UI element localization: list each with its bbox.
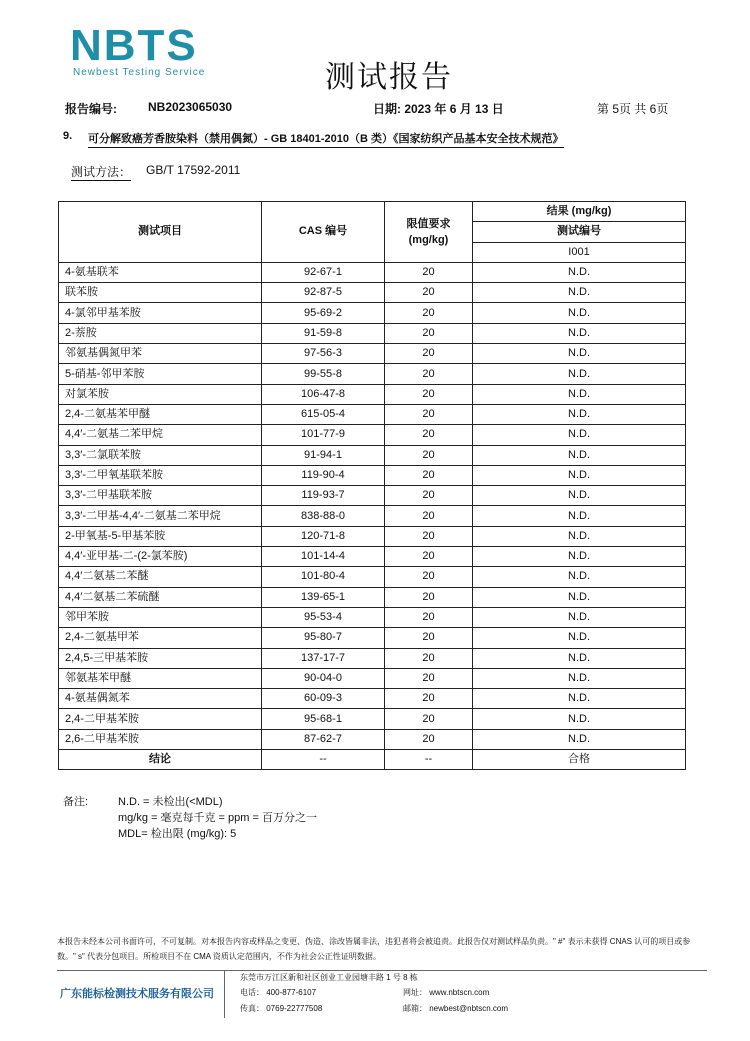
cell-result: N.D. bbox=[473, 547, 686, 567]
cell-result: N.D. bbox=[473, 364, 686, 384]
cell-cas: 101-80-4 bbox=[262, 567, 385, 587]
cell-limit: 20 bbox=[385, 689, 473, 709]
cell-cas: 95-68-1 bbox=[262, 709, 385, 729]
test-method-value: GB/T 17592-2011 bbox=[146, 163, 241, 177]
cell-result: N.D. bbox=[473, 323, 686, 343]
cell-limit: 20 bbox=[385, 344, 473, 364]
cell-test-item: 邻甲苯胺 bbox=[59, 607, 262, 627]
header-test-item: 测试项目 bbox=[59, 202, 262, 263]
company-website: 网址： www.nbtscn.com bbox=[403, 988, 490, 997]
table-row bbox=[59, 384, 686, 404]
cell-limit: 20 bbox=[385, 364, 473, 384]
cell-limit: 20 bbox=[385, 506, 473, 526]
company-email: 邮箱： newbest@nbtscn.com bbox=[403, 1004, 509, 1013]
cell-test-item: 4-氨基联苯 bbox=[59, 262, 262, 282]
notes-label: 备注: bbox=[63, 796, 89, 808]
cell-limit: 20 bbox=[385, 323, 473, 343]
cell-test-item: 2-萘胺 bbox=[59, 323, 262, 343]
table-row bbox=[59, 262, 686, 282]
cell-result: N.D. bbox=[473, 648, 686, 668]
table-row bbox=[59, 303, 686, 323]
cell-cas: 92-87-5 bbox=[262, 283, 385, 303]
cell-cas: 60-09-3 bbox=[262, 689, 385, 709]
cell-cas: 91-94-1 bbox=[262, 445, 385, 465]
cell-result: N.D. bbox=[473, 283, 686, 303]
cell-test-item: 2,4-二甲基苯胺 bbox=[59, 709, 262, 729]
table-row bbox=[59, 709, 686, 729]
header-result: 结果 (mg/kg) bbox=[473, 202, 686, 222]
cell-test-item: 4,4′-亚甲基-二-(2-氯苯胺) bbox=[59, 547, 262, 567]
cell-test-item: 4,4′-二氨基二苯甲烷 bbox=[59, 425, 262, 445]
cell-limit: 20 bbox=[385, 283, 473, 303]
cell-test-item: 2,4-二氨基苯甲醚 bbox=[59, 404, 262, 424]
cell-test-item: 对氯苯胺 bbox=[59, 384, 262, 404]
table-row bbox=[59, 364, 686, 384]
footer-divider bbox=[57, 970, 707, 971]
table-row bbox=[59, 689, 686, 709]
page-title: 测试报告 bbox=[325, 60, 453, 95]
cell-limit: 20 bbox=[385, 648, 473, 668]
conclusion-result: 合格 bbox=[473, 750, 686, 770]
cell-cas: 95-53-4 bbox=[262, 607, 385, 627]
table-row bbox=[59, 465, 686, 485]
cell-limit: 20 bbox=[385, 668, 473, 688]
cell-result: N.D. bbox=[473, 445, 686, 465]
table-row bbox=[59, 587, 686, 607]
cell-result: N.D. bbox=[473, 587, 686, 607]
cell-test-item: 4-氨基偶氮苯 bbox=[59, 689, 262, 709]
cell-result: N.D. bbox=[473, 709, 686, 729]
table-row bbox=[59, 607, 686, 627]
cell-cas: 95-69-2 bbox=[262, 303, 385, 323]
cell-limit: 20 bbox=[385, 547, 473, 567]
cell-result: N.D. bbox=[473, 689, 686, 709]
cell-result: N.D. bbox=[473, 425, 686, 445]
cell-result: N.D. bbox=[473, 262, 686, 282]
results-table bbox=[58, 201, 686, 770]
table-row bbox=[59, 729, 686, 749]
cell-limit: 20 bbox=[385, 628, 473, 648]
company-address: 东莞市万江区新和社区创业工业园塘丰路 1 号 8 栋 bbox=[240, 973, 418, 982]
conclusion-cell: -- bbox=[385, 750, 473, 770]
section-number: 9. bbox=[63, 130, 73, 142]
cell-limit: 20 bbox=[385, 729, 473, 749]
table-row bbox=[59, 323, 686, 343]
company-logo: NBTS bbox=[70, 21, 198, 70]
cell-limit: 20 bbox=[385, 384, 473, 404]
table-row bbox=[59, 404, 686, 424]
cell-test-item: 3,3′-二甲氧基联苯胺 bbox=[59, 465, 262, 485]
note-line: mg/kg = 毫克每千克 = ppm = 百万分之一 bbox=[118, 812, 317, 824]
table-row bbox=[59, 283, 686, 303]
cell-result: N.D. bbox=[473, 384, 686, 404]
cell-test-item: 3,3′-二甲基-4,4′-二氨基二苯甲烷 bbox=[59, 506, 262, 526]
cell-result: N.D. bbox=[473, 404, 686, 424]
cell-cas: 92-67-1 bbox=[262, 262, 385, 282]
cell-limit: 20 bbox=[385, 709, 473, 729]
conclusion-label: 结论 bbox=[59, 750, 262, 770]
footer-disclaimer: 本报告未经本公司书面许可，不可复制。对本报告内容或样品之变更、伪造、涂改皆属非法，违犯者将会被追责。此报告仅对测试样品负责。" #" 表示未获得 CNAS 认可的项目或参数。" s" 代表分包项目。所检项目不在 CMA 资质认定范围内，不作为社会公正性证明数据。 bbox=[57, 937, 691, 961]
cell-limit: 20 bbox=[385, 465, 473, 485]
header-limit-text: 限值要求 (mg/kg) bbox=[406, 217, 451, 246]
header-sample-id: I001 bbox=[473, 242, 686, 262]
company-name: 广东能标检测技术服务有限公司 bbox=[60, 988, 214, 1000]
cell-result: N.D. bbox=[473, 607, 686, 627]
cell-result: N.D. bbox=[473, 506, 686, 526]
cell-test-item: 4-氯邻甲基苯胺 bbox=[59, 303, 262, 323]
cell-test-item: 4,4′二氨基二苯醚 bbox=[59, 567, 262, 587]
cell-test-item: 4,4′二氨基二苯硫醚 bbox=[59, 587, 262, 607]
table-row bbox=[59, 648, 686, 668]
cell-result: N.D. bbox=[473, 567, 686, 587]
cell-limit: 20 bbox=[385, 404, 473, 424]
cell-test-item: 2-甲氧基-5-甲基苯胺 bbox=[59, 526, 262, 546]
cell-cas: 106-47-8 bbox=[262, 384, 385, 404]
cell-result: N.D. bbox=[473, 628, 686, 648]
cell-result: N.D. bbox=[473, 729, 686, 749]
table-row bbox=[59, 506, 686, 526]
cell-result: N.D. bbox=[473, 486, 686, 506]
table-row bbox=[59, 445, 686, 465]
cell-cas: 99-55-8 bbox=[262, 364, 385, 384]
cell-test-item: 2,4-二氨基甲苯 bbox=[59, 628, 262, 648]
company-fax: 传真： 0769-22777508 bbox=[240, 1004, 323, 1013]
cell-cas: 119-93-7 bbox=[262, 486, 385, 506]
cell-result: N.D. bbox=[473, 668, 686, 688]
cell-test-item: 5-硝基-邻甲苯胺 bbox=[59, 364, 262, 384]
cell-limit: 20 bbox=[385, 445, 473, 465]
footer-vertical-divider bbox=[224, 970, 225, 1018]
report-date: 日期: 2023 年 6 月 13 日 bbox=[373, 102, 504, 116]
cell-result: N.D. bbox=[473, 344, 686, 364]
cell-cas: 97-56-3 bbox=[262, 344, 385, 364]
cell-test-item: 3,3′-二氯联苯胺 bbox=[59, 445, 262, 465]
note-line: MDL= 检出限 (mg/kg): 5 bbox=[118, 828, 237, 840]
cell-limit: 20 bbox=[385, 425, 473, 445]
cell-cas: 137-17-7 bbox=[262, 648, 385, 668]
table-row bbox=[59, 628, 686, 648]
conclusion-cell: -- bbox=[262, 750, 385, 770]
cell-test-item: 联苯胺 bbox=[59, 283, 262, 303]
cell-cas: 615-05-4 bbox=[262, 404, 385, 424]
cell-limit: 20 bbox=[385, 486, 473, 506]
logo-subtitle: Newbest Testing Service bbox=[73, 67, 206, 78]
report-number-label: 报告编号: bbox=[65, 102, 117, 116]
table-row bbox=[59, 486, 686, 506]
table-row bbox=[59, 567, 686, 587]
table-row bbox=[59, 344, 686, 364]
cell-cas: 101-14-4 bbox=[262, 547, 385, 567]
note-line: N.D. = 未检出(<MDL) bbox=[118, 796, 223, 808]
page-indicator: 第 5页 共 6页 bbox=[597, 102, 669, 116]
report-number: NB2023065030 bbox=[148, 100, 233, 114]
cell-test-item: 3,3′-二甲基联苯胺 bbox=[59, 486, 262, 506]
cell-limit: 20 bbox=[385, 303, 473, 323]
cell-limit: 20 bbox=[385, 587, 473, 607]
cell-cas: 90-04-0 bbox=[262, 668, 385, 688]
cell-test-item: 邻氨基偶氮甲苯 bbox=[59, 344, 262, 364]
table-row bbox=[59, 547, 686, 567]
cell-result: N.D. bbox=[473, 303, 686, 323]
cell-cas: 95-80-7 bbox=[262, 628, 385, 648]
cell-test-item: 2,4,5-三甲基苯胺 bbox=[59, 648, 262, 668]
test-method-label: 测试方法： bbox=[71, 165, 132, 179]
cell-cas: 120-71-8 bbox=[262, 526, 385, 546]
cell-test-item: 邻氨基苯甲醚 bbox=[59, 668, 262, 688]
cell-limit: 20 bbox=[385, 607, 473, 627]
header-cas: CAS 编号 bbox=[262, 202, 385, 263]
header-sample-no: 测试编号 bbox=[473, 222, 686, 242]
cell-limit: 20 bbox=[385, 567, 473, 587]
cell-limit: 20 bbox=[385, 526, 473, 546]
cell-result: N.D. bbox=[473, 465, 686, 485]
company-tel: 电话： 400-877-6107 bbox=[240, 988, 317, 997]
cell-cas: 838-88-0 bbox=[262, 506, 385, 526]
cell-cas: 101-77-9 bbox=[262, 425, 385, 445]
cell-cas: 87-62-7 bbox=[262, 729, 385, 749]
cell-result: N.D. bbox=[473, 526, 686, 546]
cell-cas: 119-90-4 bbox=[262, 465, 385, 485]
cell-cas: 139-65-1 bbox=[262, 587, 385, 607]
table-row bbox=[59, 425, 686, 445]
cell-cas: 91-59-8 bbox=[262, 323, 385, 343]
header-limit bbox=[385, 202, 473, 263]
section-title: 可分解致癌芳香胺染料（禁用偶氮）- GB 18401-2010（B 类）《国家纺织产品基本安全技术规范》 bbox=[88, 130, 564, 148]
cell-limit: 20 bbox=[385, 262, 473, 282]
table-row bbox=[59, 526, 686, 546]
results-body bbox=[59, 262, 686, 769]
cell-test-item: 2,6-二甲基苯胺 bbox=[59, 729, 262, 749]
table-row bbox=[59, 668, 686, 688]
conclusion-row bbox=[59, 750, 686, 770]
